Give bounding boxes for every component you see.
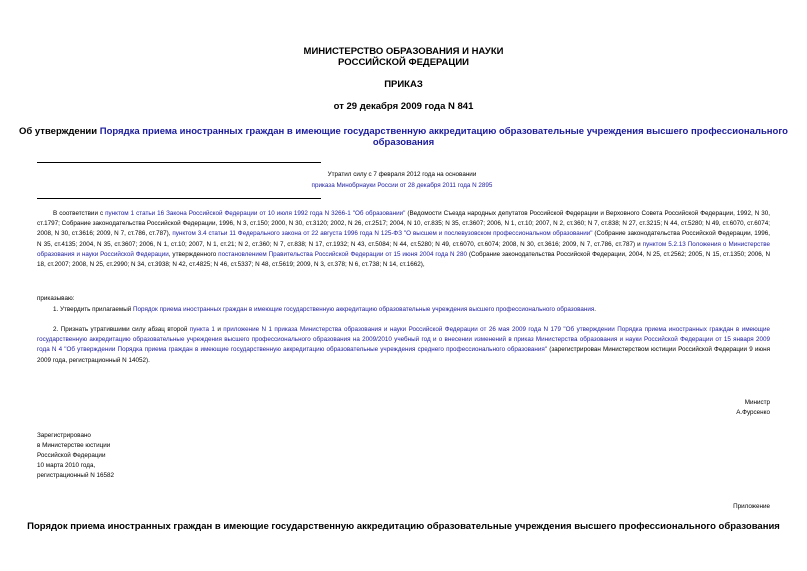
item-2 <box>37 325 770 366</box>
registration-line4: 10 марта 2010 года, <box>37 462 96 469</box>
appendix-label: Приложение <box>733 503 770 510</box>
title-prefix: Об утверждении <box>19 126 100 137</box>
preamble-text-4: , утвержденного <box>168 250 219 258</box>
federal-law-link[interactable]: пунктом 3.4 статьи 11 Федерального закона от 22 августа 1996 года N 125-ФЗ "О высшем и послевузовском профессиональном образовании" <box>172 230 593 238</box>
order-word: приказываю: <box>37 295 75 302</box>
document-title <box>0 126 807 137</box>
ministry-heading-line1: МИНИСТЕРСТВО ОБРАЗОВАНИЯ И НАУКИ <box>303 46 504 57</box>
registration-line5: регистрационный N 16582 <box>37 472 115 479</box>
appendix-title: Порядок приема иностранных граждан в имеющие государственную аккредитацию образовательные учреждения высшего профессионального образования <box>27 521 780 532</box>
procedure-link[interactable]: Порядок приема иностранных граждан в имеющие государственную аккредитацию образовательные учреждения высшего профессионального образования <box>133 306 595 313</box>
law-education-link[interactable]: пунктом 1 статьи 16 Закона Российской Федерации от 10 июля 1992 года N 3266-1 "Об образовании" <box>105 210 406 217</box>
signatory-name: А.Фурсенко <box>736 409 770 416</box>
item-1-end: . <box>594 306 597 313</box>
expiry-note: Утратил силу с 7 февраля 2012 года на основании <box>327 171 477 178</box>
item-2-text-3: (зарегистрирован Министерством юстиции Российской Федерации 9 июня 2009 года, регистрационный N 14052). <box>37 346 770 364</box>
expiry-note-link-wrap <box>252 181 552 191</box>
expiry-order-link[interactable]: приказа Минобрнауки России от 28 декабря 2011 года N 2895 <box>311 182 493 189</box>
signatory-position: Министр <box>744 399 770 406</box>
document-date: от 29 декабря 2009 года N 841 <box>333 101 474 112</box>
item-2-text-2: и <box>214 326 224 333</box>
ministry-heading-line2: РОССИЙСКОЙ ФЕДЕРАЦИИ <box>337 57 469 68</box>
preamble-text-5: (Собрание законодательства Российской Федерации, 2004, N 25, ст.2562; 2005, N 15, ст.1350; 2006, N 18, ст.2007; 2008, N 25, ст.2990; N 34, ст.3938; N 42, ст.4825; N 46, ст.5337; N 48, ст.5619; 2009, N 3, ст.378; N 6, ст.738; N 14, ст.1662), <box>37 250 770 269</box>
preamble-text-1: В соответствии с <box>53 210 106 217</box>
government-decree-link[interactable]: постановлением Правительства Российской Федерации от 15 июня 2004 года N 280 <box>218 250 467 258</box>
preamble-paragraph <box>37 209 770 270</box>
item-1-text: 1. Утвердить прилагаемый <box>53 306 134 313</box>
preamble-text-3: (Собрание законодательства Российской Федерации, 1996, N 35, ст.4135; 2004, N 35, ст.3607; 2006, N 1, ст.10; 2007, N 1, ст.21; N 2, ст.360; N 7, ст.838; N 17, ст.1932; N 43, ст.5084; N 44, ст.5280; N 49, ст.6070, ст.6074; 2008, N 30, ст.3616; 2009, N 7, ст.786, ст.787) и <box>37 230 770 248</box>
registration-line1: Зарегистрировано <box>37 432 91 439</box>
paragraph-1-link[interactable]: пункта 1 <box>189 326 215 333</box>
document-type: ПРИКАЗ <box>384 79 423 90</box>
annex-order-179-link[interactable]: приложение N 1 приказа Министерства образования и науки Российской Федерации от 26 мая 2009 года N 179 "Об утверждении Порядка приема иностранных граждан в имеющие государственную аккредитацию образовательные учреждения высшего профессионального образования на 2009/2010 учебный год и о внесении изменений в приказ Министерства образования и науки Российской Федерации от 15 января 2009 года N 4 "Об утверждении Порядка приема граждан в имеющие государственную аккредитацию образовательные учреждения среднего профессионального образования" <box>37 326 770 354</box>
item-2-text-1: 2. Признать утратившими силу абзац второй <box>53 326 190 333</box>
registration-line2: в Министерстве юстиции <box>37 442 111 449</box>
ministry-regulation-link[interactable]: пунктом 5.2.13 Положения о Министерстве образования и науки Российской Федерации <box>37 240 770 258</box>
divider-top <box>37 162 321 163</box>
preamble-text-2: (Ведомости Съезда народных депутатов Российской Федерации и Верховного Совета Российской Федерации, 1992, N 30, ст.1797; Собрание законодательства Российской Федерации, 1996, N 3, ст.150; 2000, N 30, ст.3120; 2002, N 26, ст.2517; 2004, N 10, ст.835; N 35, ст.3607; 2006, N 1, ст.10; 2007, N 2, ст.360; N 7, ст.838; N 27, ст.3215; N 44, ст.5280; N 49, ст.6070, ст.6074; 2008, N 30, ст.3616; 2009, N 7, ст.786, ст.787), <box>37 210 770 238</box>
title-order-link[interactable]: Порядка приема иностранных граждан в имеющие государственную аккредитацию образовательные учреждения высшего профессионального <box>99 126 788 137</box>
item-1 <box>53 305 773 315</box>
document-title-line2 <box>0 137 807 148</box>
registration-line3: Российской Федерации <box>37 452 106 459</box>
title-order-link-cont[interactable]: образования <box>372 137 435 148</box>
divider-bottom <box>37 198 321 199</box>
